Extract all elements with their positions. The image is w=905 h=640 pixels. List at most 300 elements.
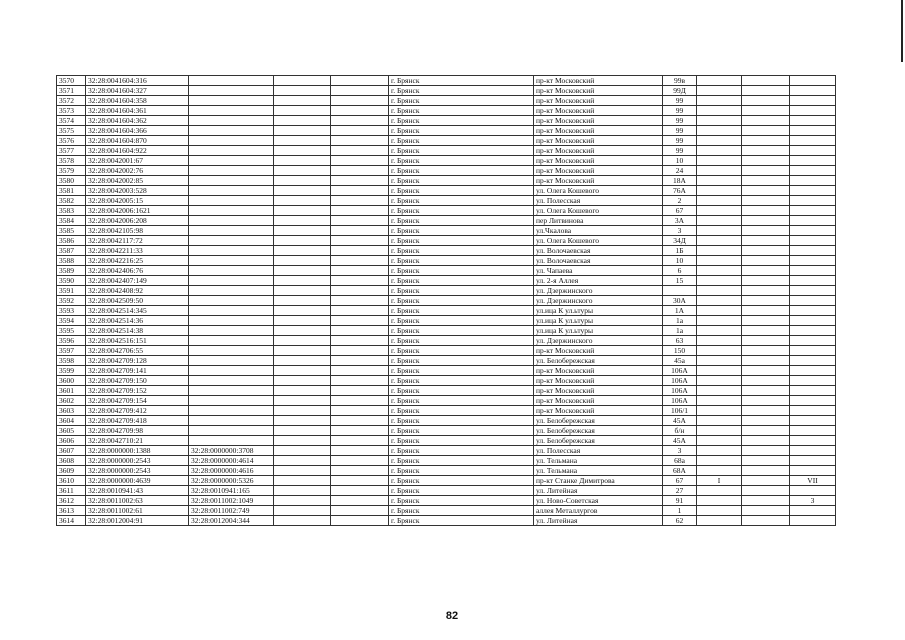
table-cell (697, 86, 742, 96)
table-cell (742, 286, 790, 296)
table-cell: 30А (663, 296, 697, 306)
table-cell (189, 266, 274, 276)
table-cell: 6 (663, 266, 697, 276)
table-cell: ул. Олега Кошевого (534, 186, 663, 196)
table-cell: 3588 (57, 256, 86, 266)
table-cell: 32:28:0042117:72 (86, 236, 189, 246)
table-cell: 99 (663, 96, 697, 106)
table-cell: 32:28:0042006:208 (86, 216, 189, 226)
table-cell (189, 136, 274, 146)
table-cell: 3598 (57, 356, 86, 366)
table-cell (274, 106, 331, 116)
table-cell: 32:28:0041604:327 (86, 86, 189, 96)
table-row (57, 236, 836, 246)
table-cell (274, 416, 331, 426)
table-cell: 76А (663, 186, 697, 196)
table-cell: пр-кт Московский (534, 386, 663, 396)
table-row (57, 506, 836, 516)
table-cell (331, 486, 389, 496)
table-cell: 3589 (57, 266, 86, 276)
table-cell: 32:28:0041604:870 (86, 136, 189, 146)
table-cell: 1А (663, 306, 697, 316)
table-cell (274, 196, 331, 206)
table-cell (790, 446, 836, 456)
table-cell (742, 236, 790, 246)
table-cell: 3614 (57, 516, 86, 526)
table-cell: 3571 (57, 86, 86, 96)
table-cell: г. Брянск (389, 176, 534, 186)
table-cell: 3604 (57, 416, 86, 426)
table-cell (742, 366, 790, 376)
table-cell (742, 176, 790, 186)
table-cell: 106А (663, 396, 697, 406)
table-cell: ул.ица К ул.ьтуры (534, 326, 663, 336)
table-cell: 45А (663, 416, 697, 426)
table-row (57, 176, 836, 186)
table-row (57, 246, 836, 256)
table-cell (331, 236, 389, 246)
table-cell: 106А (663, 386, 697, 396)
table-cell (697, 96, 742, 106)
table-cell (697, 286, 742, 296)
table-cell (189, 256, 274, 266)
table-cell (331, 126, 389, 136)
table-cell (790, 226, 836, 236)
table-cell (697, 196, 742, 206)
table-cell (331, 186, 389, 196)
table-cell: 32:28:0042003:528 (86, 186, 189, 196)
table-cell: 3577 (57, 146, 86, 156)
table-cell (331, 86, 389, 96)
table-cell: 3594 (57, 316, 86, 326)
table-cell (742, 506, 790, 516)
table-cell (274, 136, 331, 146)
table-cell: 32:28:0041604:922 (86, 146, 189, 156)
table-cell: ул. Волочаевская (534, 246, 663, 256)
table-cell (790, 346, 836, 356)
table-cell: 3579 (57, 166, 86, 176)
table-cell (331, 466, 389, 476)
table-cell: пр-кт Станке Димитрова (534, 476, 663, 486)
table-cell (189, 216, 274, 226)
table-cell (331, 336, 389, 346)
table-cell (742, 326, 790, 336)
table-cell (742, 216, 790, 226)
table-cell: 67 (663, 206, 697, 216)
table-cell: 1а (663, 316, 697, 326)
table-cell (697, 226, 742, 236)
table-cell: 32:28:0011002:63 (86, 496, 189, 506)
table-row (57, 476, 836, 486)
table-cell (790, 336, 836, 346)
table-cell (742, 186, 790, 196)
table-cell (189, 366, 274, 376)
table-cell (790, 326, 836, 336)
table-cell (274, 506, 331, 516)
table-cell: 99 (663, 146, 697, 156)
table-cell (790, 386, 836, 396)
table-row (57, 376, 836, 386)
table-cell: 10 (663, 256, 697, 266)
table-cell: 3601 (57, 386, 86, 396)
table-row (57, 86, 836, 96)
table-cell (189, 196, 274, 206)
table-cell (742, 256, 790, 266)
table-cell: 3612 (57, 496, 86, 506)
table-row (57, 296, 836, 306)
table-cell (697, 246, 742, 256)
table-cell (697, 496, 742, 506)
table-cell (697, 206, 742, 216)
table-cell (790, 236, 836, 246)
table-cell (790, 486, 836, 496)
table-cell (274, 486, 331, 496)
table-cell: г. Брянск (389, 416, 534, 426)
table-cell: 67 (663, 476, 697, 486)
table-cell: 18А (663, 176, 697, 186)
table-cell (790, 126, 836, 136)
table-cell (331, 286, 389, 296)
table-cell: ул. Тельмана (534, 456, 663, 466)
table-cell: 32:28:0042001:67 (86, 156, 189, 166)
table-cell (790, 156, 836, 166)
table-cell: г. Брянск (389, 476, 534, 486)
table-cell (742, 466, 790, 476)
table-cell: 24 (663, 166, 697, 176)
table-cell (331, 396, 389, 406)
table-cell: ул. 2-я Аллея (534, 276, 663, 286)
table-cell (742, 346, 790, 356)
table-cell (274, 386, 331, 396)
table-cell: 3592 (57, 296, 86, 306)
table-cell: г. Брянск (389, 96, 534, 106)
table-cell: 3575 (57, 126, 86, 136)
table-cell (790, 166, 836, 176)
table-cell: 32:28:0011002:1049 (189, 496, 274, 506)
table-cell: ул. Белобережская (534, 356, 663, 366)
table-cell: 32:28:0042709:154 (86, 396, 189, 406)
table-cell: г. Брянск (389, 366, 534, 376)
table-cell: г. Брянск (389, 466, 534, 476)
table-cell (697, 146, 742, 156)
table-cell (697, 106, 742, 116)
table-cell (274, 516, 331, 526)
table-cell: г. Брянск (389, 446, 534, 456)
table-row (57, 456, 836, 466)
table-cell: 3605 (57, 426, 86, 436)
table-cell: 32:28:0010941:165 (189, 486, 274, 496)
table-row (57, 496, 836, 506)
table-cell: 3 (790, 496, 836, 506)
table-cell (331, 216, 389, 226)
table-cell (742, 316, 790, 326)
table-cell (274, 226, 331, 236)
table-cell: б/н (663, 426, 697, 436)
table-cell: г. Брянск (389, 456, 534, 466)
table-cell: 3609 (57, 466, 86, 476)
table-cell: г. Брянск (389, 216, 534, 226)
table-cell (697, 366, 742, 376)
table-cell (742, 296, 790, 306)
table-cell: г. Брянск (389, 496, 534, 506)
table-cell (274, 236, 331, 246)
table-cell: г. Брянск (389, 516, 534, 526)
table-row (57, 356, 836, 366)
table-cell (331, 146, 389, 156)
table-cell: 99 (663, 116, 697, 126)
table-cell: г. Брянск (389, 276, 534, 286)
table-cell (274, 456, 331, 466)
table-cell (189, 276, 274, 286)
table-cell: 32:28:0042710:21 (86, 436, 189, 446)
table-cell: 3596 (57, 336, 86, 346)
table-cell: 3595 (57, 326, 86, 336)
table-cell (274, 166, 331, 176)
table-cell: 3583 (57, 206, 86, 216)
table-cell (790, 266, 836, 276)
table-cell: 150 (663, 346, 697, 356)
table-cell (274, 246, 331, 256)
table-cell (697, 116, 742, 126)
table-cell: пр-кт Московский (534, 136, 663, 146)
table-cell: пр-кт Московский (534, 346, 663, 356)
register-rows (57, 76, 836, 526)
table-cell (189, 246, 274, 256)
table-cell: 99 (663, 136, 697, 146)
table-cell: 32:28:0042709:152 (86, 386, 189, 396)
table-cell: 1а (663, 326, 697, 336)
table-cell (697, 276, 742, 286)
table-cell: 1 (663, 506, 697, 516)
table-cell: 3582 (57, 196, 86, 206)
table-cell (189, 296, 274, 306)
table-cell: пр-кт Московский (534, 406, 663, 416)
table-cell: 32:28:0042514:38 (86, 326, 189, 336)
table-cell (790, 146, 836, 156)
table-cell: 3613 (57, 506, 86, 516)
table-cell (790, 96, 836, 106)
table-cell (697, 76, 742, 86)
table-cell (274, 76, 331, 86)
table-row (57, 146, 836, 156)
table-cell: VII (790, 476, 836, 486)
table-cell (790, 286, 836, 296)
table-cell: 32:28:0042514:36 (86, 316, 189, 326)
table-cell (790, 516, 836, 526)
table-cell (274, 356, 331, 366)
table-cell: г. Брянск (389, 336, 534, 346)
table-cell (697, 256, 742, 266)
table-row (57, 186, 836, 196)
register-table (56, 75, 836, 526)
table-cell (331, 196, 389, 206)
table-row (57, 386, 836, 396)
table-cell: 32:28:0042002:85 (86, 176, 189, 186)
table-cell (331, 416, 389, 426)
table-cell: 32:28:0000000:4614 (189, 456, 274, 466)
table-cell: пер Литвинова (534, 216, 663, 226)
table-cell (274, 126, 331, 136)
table-cell: ул.Чкалова (534, 226, 663, 236)
table-cell (331, 406, 389, 416)
table-cell (274, 316, 331, 326)
table-cell (331, 446, 389, 456)
table-cell: ул. Тельмана (534, 466, 663, 476)
table-cell (790, 456, 836, 466)
table-cell (742, 126, 790, 136)
table-cell: 3581 (57, 186, 86, 196)
table-cell (790, 176, 836, 186)
table-cell: 15 (663, 276, 697, 286)
table-cell: 3593 (57, 306, 86, 316)
table-cell (790, 406, 836, 416)
table-cell: 3587 (57, 246, 86, 256)
table-cell: г. Брянск (389, 256, 534, 266)
table-cell (331, 456, 389, 466)
table-cell: пр-кт Московский (534, 76, 663, 86)
table-cell: г. Брянск (389, 326, 534, 336)
table-cell: г. Брянск (389, 136, 534, 146)
table-cell: 99Д (663, 86, 697, 96)
table-cell (331, 426, 389, 436)
table-row (57, 316, 836, 326)
table-cell (790, 306, 836, 316)
table-cell (331, 156, 389, 166)
table-cell (697, 396, 742, 406)
table-cell: 32:28:0042105:98 (86, 226, 189, 236)
table-cell: 99 (663, 126, 697, 136)
table-cell: пр-кт Московский (534, 116, 663, 126)
table-cell (274, 476, 331, 486)
table-cell (742, 146, 790, 156)
table-cell (274, 496, 331, 506)
table-cell (790, 396, 836, 406)
table-cell: аллея Металлургов (534, 506, 663, 516)
table-cell: пр-кт Московский (534, 166, 663, 176)
table-cell: 3584 (57, 216, 86, 226)
table-cell (331, 116, 389, 126)
table-cell (742, 226, 790, 236)
table-cell: г. Брянск (389, 196, 534, 206)
table-cell (189, 376, 274, 386)
table-row (57, 306, 836, 316)
table-cell: 32:28:0042406:76 (86, 266, 189, 276)
table-cell: г. Брянск (389, 186, 534, 196)
table-cell (742, 156, 790, 166)
table-cell: ул. Литейная (534, 486, 663, 496)
scan-noise (270, 14, 670, 22)
table-cell: ул. Белобережская (534, 426, 663, 436)
table-row (57, 196, 836, 206)
table-cell (274, 96, 331, 106)
table-cell (790, 276, 836, 286)
table-cell (742, 106, 790, 116)
table-cell: 106А (663, 376, 697, 386)
table-cell (331, 206, 389, 216)
table-cell: пр-кт Московский (534, 96, 663, 106)
table-cell (697, 316, 742, 326)
table-cell: ул. Дзержинского (534, 336, 663, 346)
table-cell: 1Б (663, 246, 697, 256)
table-cell (697, 156, 742, 166)
table-cell (742, 266, 790, 276)
table-cell (742, 376, 790, 386)
table-cell (697, 346, 742, 356)
table-cell: 99 (663, 106, 697, 116)
table-cell (331, 346, 389, 356)
table-cell (331, 436, 389, 446)
table-cell (742, 76, 790, 86)
table-cell (697, 506, 742, 516)
table-cell: пр-кт Московский (534, 396, 663, 406)
table-row (57, 466, 836, 476)
table-cell (697, 186, 742, 196)
table-cell: 3578 (57, 156, 86, 166)
table-cell (697, 426, 742, 436)
table-cell: пр-кт Московский (534, 156, 663, 166)
table-cell: 32:28:0042002:76 (86, 166, 189, 176)
table-cell (274, 186, 331, 196)
table-row (57, 256, 836, 266)
table-cell: 32:28:0042509:50 (86, 296, 189, 306)
table-cell (274, 426, 331, 436)
table-cell: г. Брянск (389, 406, 534, 416)
table-cell: 32:28:0000000:5326 (189, 476, 274, 486)
table-cell (331, 96, 389, 106)
table-cell: 62 (663, 516, 697, 526)
table-cell (189, 186, 274, 196)
table-cell: I (697, 476, 742, 486)
table-cell (189, 116, 274, 126)
table-cell: 3608 (57, 456, 86, 466)
table-cell: пр-кт Московский (534, 126, 663, 136)
table-cell: 32:28:0000000:4616 (189, 466, 274, 476)
table-cell (331, 176, 389, 186)
table-cell (697, 216, 742, 226)
table-cell: 32:28:0042407:149 (86, 276, 189, 286)
table-cell: 3573 (57, 106, 86, 116)
table-cell: ул.ица К ул.ьтуры (534, 306, 663, 316)
table-cell (331, 306, 389, 316)
table-cell: 32:28:0042211:33 (86, 246, 189, 256)
table-cell: 3580 (57, 176, 86, 186)
table-row (57, 166, 836, 176)
table-cell (742, 276, 790, 286)
table-row (57, 436, 836, 446)
table-cell (274, 366, 331, 376)
table-cell (697, 466, 742, 476)
table-cell (790, 136, 836, 146)
table-cell: 32:28:0041604:358 (86, 96, 189, 106)
table-cell (742, 356, 790, 366)
table-cell: 3610 (57, 476, 86, 486)
table-row (57, 286, 836, 296)
table-cell (742, 496, 790, 506)
table-cell (331, 506, 389, 516)
table-cell (189, 306, 274, 316)
table-cell (790, 206, 836, 216)
table-cell (189, 346, 274, 356)
table-cell (189, 316, 274, 326)
table-cell: 32:28:0041604:316 (86, 76, 189, 86)
table-cell: 34Д (663, 236, 697, 246)
table-cell (790, 356, 836, 366)
table-row (57, 106, 836, 116)
table-cell: 3597 (57, 346, 86, 356)
table-cell: ул. Ново-Советская (534, 496, 663, 506)
table-cell (697, 376, 742, 386)
table-cell (189, 106, 274, 116)
